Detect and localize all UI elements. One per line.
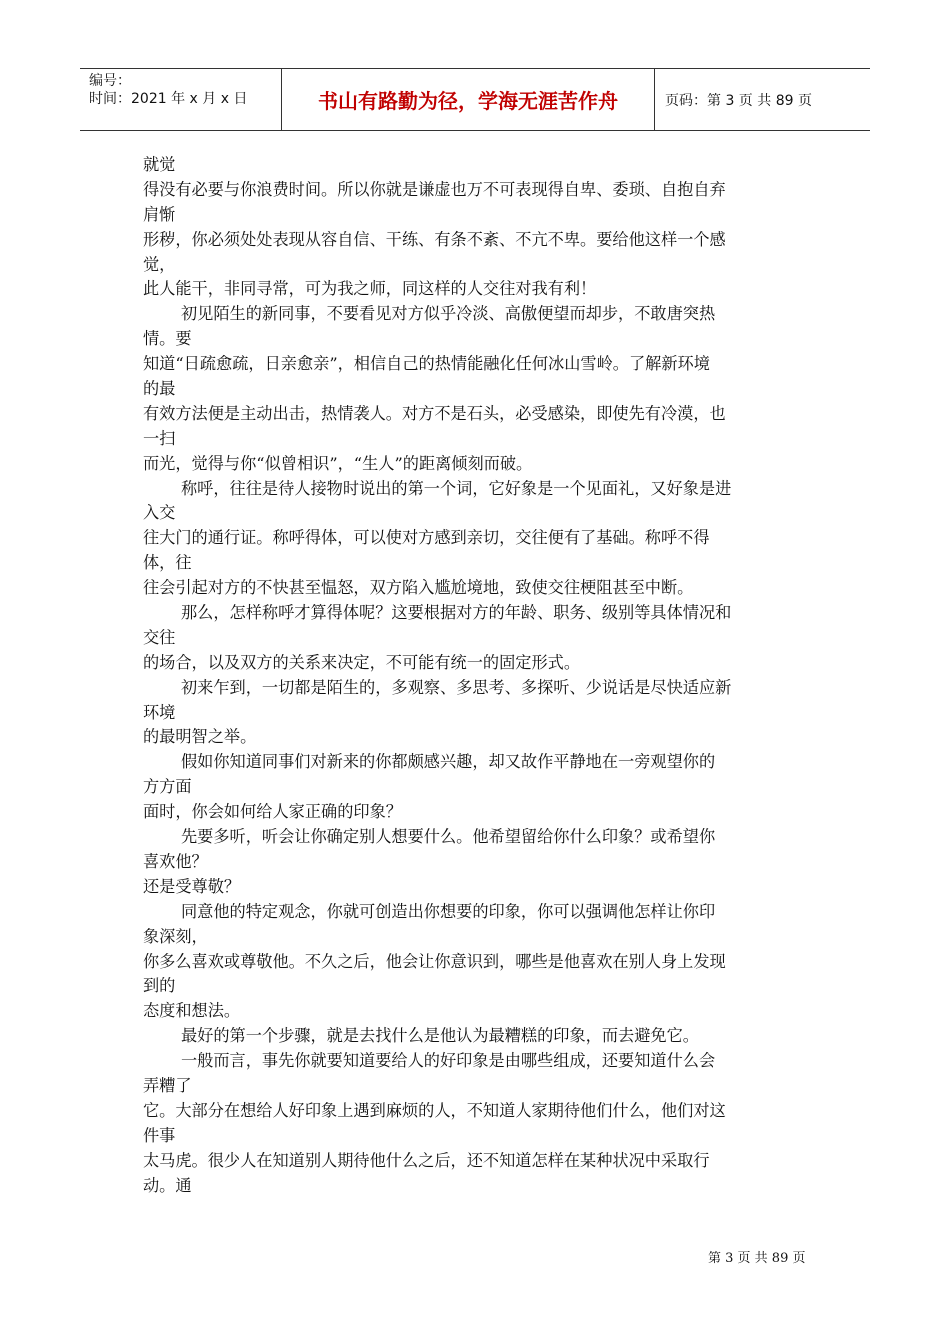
text-line: 有效方法便是主动出击，热情袭人。对方不是石头，必受感染，即使先有冷漠，也 bbox=[143, 403, 726, 423]
text-line: 称呼，往往是待人接物时说出的第一个词，它好象是一个见面礼，又好象是进 bbox=[181, 478, 732, 498]
text-line: 环境 bbox=[143, 702, 176, 722]
text-line: 一扫 bbox=[143, 428, 176, 448]
text-line: 形秽，你必须处处表现从容自信、干练、有条不紊、不亢不卑。要给他这样一个感 bbox=[143, 229, 726, 249]
text-line: 到的 bbox=[143, 976, 176, 996]
text-line: 一般而言，事先你就要知道要给人的好印象是由哪些组成，还要知道什么会 bbox=[181, 1051, 716, 1071]
text-line: 情。要 bbox=[143, 329, 192, 349]
page-footer: 第 3 页 共 89 页 bbox=[708, 1251, 806, 1266]
text-line: 知道“日疏愈疏，日亲愈亲”，相信自己的热情能融化任何冰山雪岭。了解新环境 bbox=[143, 354, 710, 374]
text-line: 喜欢他？ bbox=[143, 851, 208, 871]
text-line: 而光，觉得与你“似曾相识”，“生人”的距离倾刻而破。 bbox=[143, 453, 533, 473]
text-line: 面时，你会如何给人家正确的印象？ bbox=[143, 802, 402, 822]
text-line: 假如你知道同事们对新来的你都颇感兴趣，却又故作平静地在一旁观望你的 bbox=[181, 752, 716, 772]
header-meta bbox=[80, 69, 281, 130]
text-line: 的场合，以及双方的关系来决定，不可能有统一的固定形式。 bbox=[143, 652, 581, 672]
text-line: 象深刻， bbox=[143, 926, 208, 946]
text-line: 先要多听，听会让你确定别人想要什么。他希望留给你什么印象？或希望你 bbox=[181, 827, 716, 847]
header-page-info: 页码：第 3 页 共 89 页 bbox=[665, 92, 812, 109]
text-line: 件事 bbox=[143, 1125, 176, 1145]
header-motto: 书山有路勤为径，学海无涯苦作舟 bbox=[281, 69, 655, 130]
text-line: 太马虎。很少人在知道别人期待他什么之后，还不知道怎样在某种状况中采取行 bbox=[143, 1150, 710, 1170]
text-line: 还是受尊敬？ bbox=[143, 876, 241, 896]
text-line: 最好的第一个步骤，就是去找什么是他认为最糟糕的印象，而去避免它。 bbox=[181, 1026, 699, 1046]
text-line: 觉， bbox=[143, 254, 176, 274]
document-number: 编号： bbox=[89, 73, 131, 89]
text-line: 此人能干，非同寻常，可为我之师，同这样的人交往对我有利！ bbox=[143, 279, 597, 299]
text-line: 方方面 bbox=[143, 777, 192, 797]
text-line: 入交 bbox=[143, 503, 176, 523]
text-line: 往会引起对方的不快甚至愠怒，双方陷入尴尬境地，致使交往梗阻甚至中断。 bbox=[143, 578, 694, 598]
page-header bbox=[80, 68, 870, 131]
document-date: 时间：2021 年 x 月 x 日 bbox=[89, 91, 248, 107]
text-line: 体，往 bbox=[143, 553, 192, 573]
document-body bbox=[143, 153, 813, 1198]
text-line: 初来乍到，一切都是陌生的，多观察、多思考、多探听、少说话是尽快适应新 bbox=[181, 677, 732, 697]
text-line: 就觉 bbox=[143, 155, 176, 174]
text-line: 肩惭 bbox=[143, 204, 176, 224]
text-line: 的最 bbox=[143, 379, 176, 399]
text-line: 交往 bbox=[143, 627, 176, 647]
text-line: 弄糟了 bbox=[143, 1075, 192, 1095]
text-line: 得没有必要与你浪费时间。所以你就是谦虚也万不可表现得自卑、委琐、自抱自弃 bbox=[143, 179, 726, 199]
text-line: 那么，怎样称呼才算得体呢？这要根据对方的年龄、职务、级别等具体情况和 bbox=[181, 603, 732, 623]
text-line: 态度和想法。 bbox=[143, 1001, 241, 1021]
text-line: 往大门的通行证。称呼得体，可以使对方感到亲切，交往便有了基础。称呼不得 bbox=[143, 528, 710, 548]
text-line: 动。通 bbox=[143, 1175, 192, 1195]
text-line: 你多么喜欢或尊敬他。不久之后，他会让你意识到，哪些是他喜欢在别人身上发现 bbox=[143, 951, 726, 971]
text-line: 的最明智之举。 bbox=[143, 727, 257, 747]
text-line: 同意他的特定观念，你就可创造出你想要的印象，你可以强调他怎样让你印 bbox=[181, 901, 716, 921]
text-line: 初见陌生的新同事，不要看见对方似乎冷淡、高傲便望而却步，不敢唐突热 bbox=[181, 304, 716, 324]
text-line: 它。大部分在想给人好印象上遇到麻烦的人，不知道人家期待他们什么，他们对这 bbox=[143, 1100, 726, 1120]
